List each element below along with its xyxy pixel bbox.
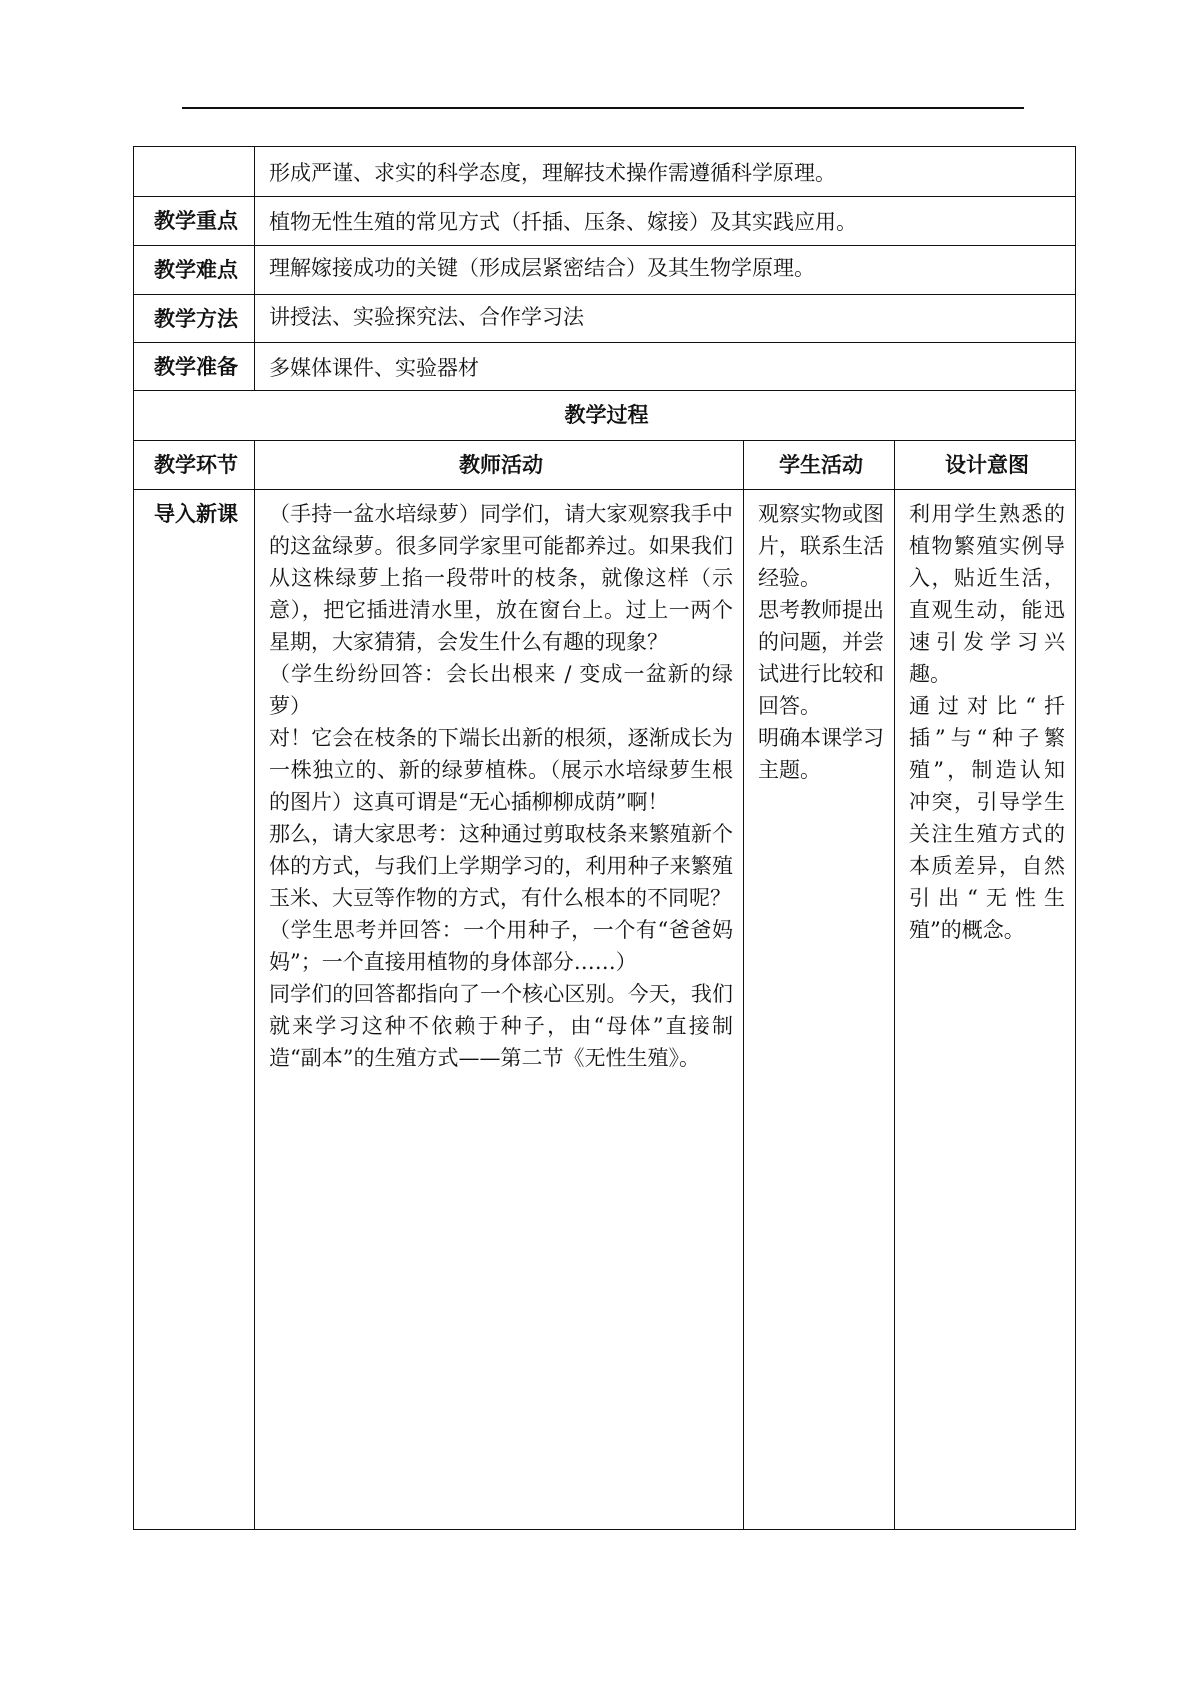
info-value: 讲授法、实验探究法、合作学习法 bbox=[255, 295, 1076, 343]
info-label: 教学重点 bbox=[134, 197, 255, 246]
design-intent-cell bbox=[895, 490, 1076, 1530]
column-header-intent: 设计意图 bbox=[895, 441, 1076, 490]
column-header-row bbox=[134, 441, 1076, 490]
student-paragraph: 观察实物或图片，联系生活经验。 bbox=[758, 502, 884, 590]
lesson-plan-table bbox=[133, 146, 1076, 1530]
info-label: 教学难点 bbox=[134, 246, 255, 295]
process-title-row bbox=[134, 391, 1076, 441]
teacher-paragraph: （学生思考并回答：一个用种子，一个有“爸爸妈妈”；一个直接用植物的身体部分……） bbox=[269, 918, 733, 974]
info-value: 理解嫁接成功的关键（形成层紧密结合）及其生物学原理。 bbox=[255, 246, 1076, 295]
objectives-label-cell bbox=[134, 147, 255, 197]
objectives-text: 形成严谨、求实的科学态度，理解技术操作需遵循科学原理。 bbox=[255, 147, 1076, 197]
student-activity-cell bbox=[744, 490, 895, 1530]
column-header-teacher: 教师活动 bbox=[255, 441, 744, 490]
teacher-paragraph: （学生纷纷回答：会长出根来 / 变成一盆新的绿萝） bbox=[269, 662, 733, 718]
objectives-row bbox=[134, 147, 1076, 197]
intent-paragraph: 通过对比“扦插”与“种子繁殖”，制造认知冲突，引导学生关注生殖方式的本质差异，自然引出“无性生殖”的概念。 bbox=[909, 694, 1066, 942]
column-header-stage: 教学环节 bbox=[134, 441, 255, 490]
teacher-paragraph: 那么，请大家思考：这种通过剪取枝条来繁殖新个体的方式，与我们上学期学习的，利用种子来繁殖玉米、大豆等作物的方式，有什么根本的不同呢？ bbox=[269, 822, 733, 910]
intent-paragraph: 利用学生熟悉的植物繁殖实例导入，贴近生活，直观生动，能迅速引发学习兴趣。 bbox=[909, 502, 1066, 686]
process-title: 教学过程 bbox=[134, 391, 1076, 441]
info-label: 教学方法 bbox=[134, 295, 255, 343]
teacher-paragraph: 同学们的回答都指向了一个核心区别。今天，我们就来学习这种不依赖于种子，由“母体”直接制造“副本”的生殖方式——第二节《无性生殖》。 bbox=[269, 982, 733, 1070]
info-row-methods bbox=[134, 295, 1076, 343]
student-paragraph: 明确本课学习主题。 bbox=[758, 726, 884, 782]
stage-name: 导入新课 bbox=[134, 490, 255, 1530]
info-label: 教学准备 bbox=[134, 343, 255, 391]
teacher-activity-cell bbox=[255, 490, 744, 1530]
info-value: 植物无性生殖的常见方式（扦插、压条、嫁接）及其实践应用。 bbox=[255, 197, 1076, 246]
info-row-key-points bbox=[134, 197, 1076, 246]
header-rule bbox=[182, 107, 1024, 109]
student-paragraph: 思考教师提出的问题，并尝试进行比较和回答。 bbox=[758, 598, 884, 718]
info-row-preparation bbox=[134, 343, 1076, 391]
teacher-paragraph: 对！它会在枝条的下端长出新的根须，逐渐成长为一株独立的、新的绿萝植株。（展示水培绿萝生根的图片）这真可谓是“无心插柳柳成荫”啊！ bbox=[269, 726, 733, 814]
stage-row bbox=[134, 490, 1076, 1530]
teacher-paragraph: （手持一盆水培绿萝）同学们，请大家观察我手中的这盆绿萝。很多同学家里可能都养过。如果我们从这株绿萝上掐一段带叶的枝条，就像这样（示意），把它插进清水里，放在窗台上。过上一两个星期，大家猜猜，会发生什么有趣的现象？ bbox=[269, 502, 733, 654]
info-row-difficulties bbox=[134, 246, 1076, 295]
info-value: 多媒体课件、实验器材 bbox=[255, 343, 1076, 391]
column-header-student: 学生活动 bbox=[744, 441, 895, 490]
